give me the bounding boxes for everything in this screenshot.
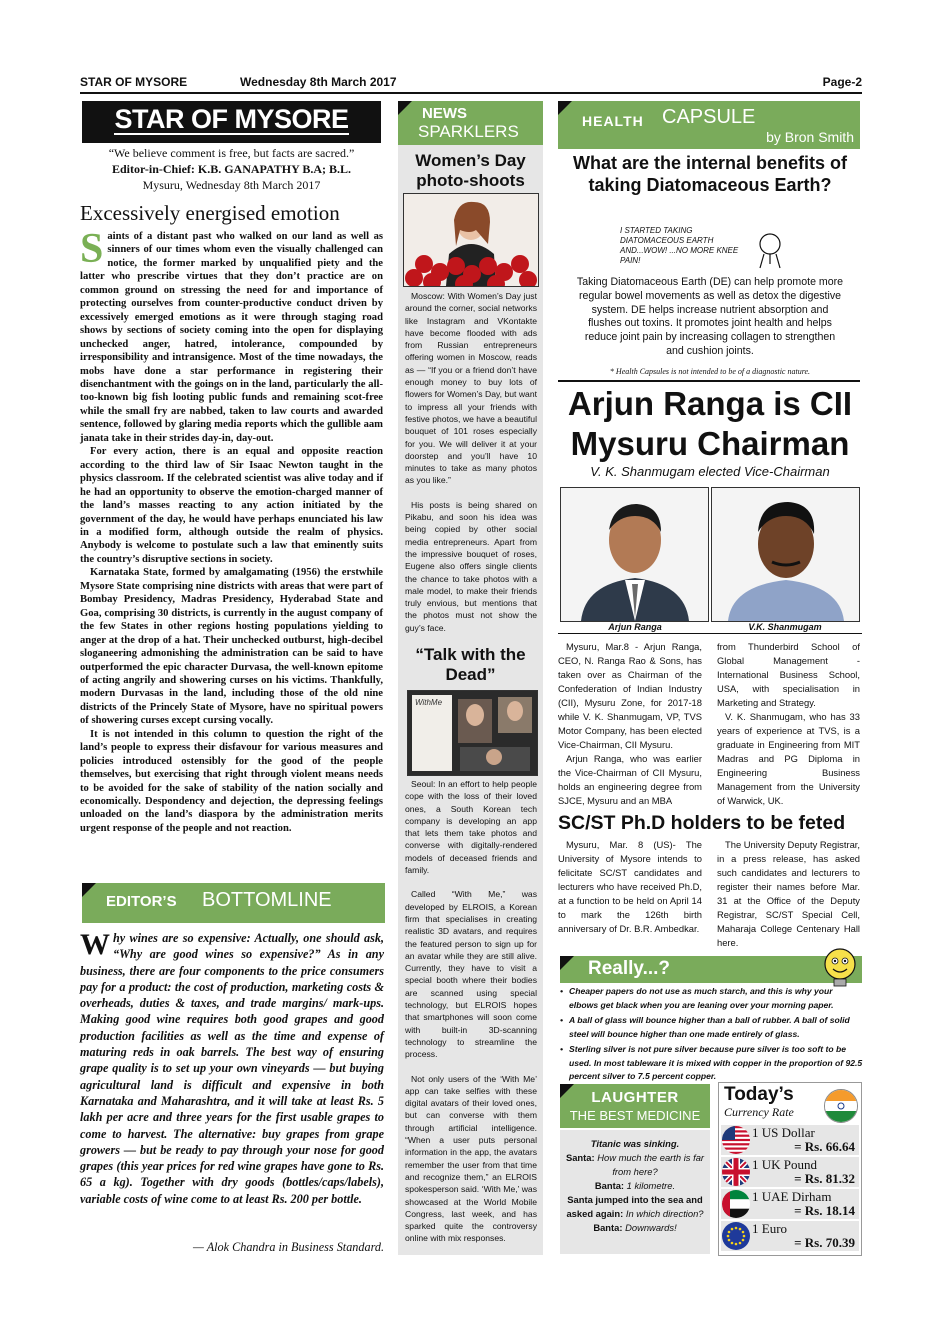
- arjun-photo-caption: Arjun Ranga: [608, 622, 662, 632]
- bulb-mascot-icon: [816, 944, 862, 990]
- currency-row-gbp: [721, 1157, 859, 1187]
- arjun-headline: Arjun Ranga is CII Mysuru Chairman: [567, 385, 853, 462]
- news-sparklers-title-top: NEWS: [422, 105, 467, 122]
- editorial-body: [80, 226, 383, 835]
- header-paper-name: STAR OF MYSORE: [80, 75, 188, 89]
- bottomline-dropcap: W: [80, 928, 110, 961]
- joke-line: 1 kilometre.: [626, 1180, 676, 1191]
- laughter-title-bottom: THE BEST MEDICINE: [569, 1108, 701, 1123]
- editorial-dropcap: S: [80, 226, 104, 272]
- arjun-ranga-photo: [560, 487, 709, 622]
- story-body-talk-with-dead: [405, 778, 537, 1257]
- india-flag-icon: [824, 1089, 858, 1123]
- joke-speaker: Banta:: [594, 1180, 625, 1191]
- laughter-header: [560, 1084, 710, 1128]
- header-date: Wednesday 8th March 2017: [240, 75, 397, 89]
- editorial-paragraph: aints of a distant past who walked on our land as well as sinners of our times whom even the visually challenged can notice, the former marked by unqualified piety and the latter who prescribe virtues that they don’t practice are on common ground on stressing the need for and importance of protecting ourselves from counter-productive conduct driven by excessively emerged emotions as it were through staging road shows by sections of society coming into the open for displaying unchecked anger, hatred, intolerance, compounded by irresponsibility and intransigence. Most of the time nowadays, the mobs have done a star performance in registering their disenchantment with the goings on in the land, particularly the all-too-known big fish looting public funds and remaining scot-free while the small fry are nabbed, taken to law courts and awarded sentence, followed by glaring media reports which the gullible aam janata take in their strides day-in, day-out.: [80, 231, 383, 444]
- story-paragraph: Called “With Me,” was developed by ELROIS, a Korean firm that specialises in creating realistic 3D avatars, and requires the featured person to sign up for an avatar while they are still alive. Currently, they have to visit a special booth where their bodies are scanned using special technology, but ELROIS hopes that smartphones will soon come with built-in 3D-scanning technology to streamline the process.: [405, 889, 537, 1060]
- story-paragraph: Seoul: In an effort to help people cope with the loss of their loved ones, a South Korean tech company is developing an app that lets them take photos and converse with digitally-rendered models of deceased friends and family.: [405, 779, 537, 876]
- scst-paragraph: The University Deputy Registrar, in a press release, has asked such candidates and lecturers to register their names before Mar. 31 at the Office of the Deputy Registrar, SC/ST Special Cell, Maharaja College Centenary Hall here.: [717, 839, 860, 948]
- really-title: Really...?: [588, 958, 671, 979]
- masthead-editor: Editor-in-Chief: K.B. GANAPATHY B.A; B.L.: [112, 162, 351, 176]
- health-question: What are the internal benefits of taking Diatomaceous Earth?: [572, 153, 848, 195]
- laughter-title-top: LAUGHTER: [591, 1089, 679, 1106]
- bottomline-body: [80, 930, 384, 1207]
- laughter-joke: [564, 1137, 706, 1235]
- masthead-motto: “We believe comment is free, but facts are sacred.”: [108, 146, 355, 160]
- vk-shanmugam-photo: [711, 487, 860, 622]
- bottomline-title-bold: EDITOR’S: [106, 893, 177, 910]
- currency-value: = Rs. 81.32: [794, 1171, 855, 1186]
- masthead-logo: [82, 101, 381, 143]
- health-capsule-header: [558, 101, 860, 149]
- scst-body-right: [717, 838, 860, 950]
- page-header: [80, 72, 862, 94]
- corner-triangle-icon: [82, 883, 96, 897]
- health-cartoon-text: I STARTED TAKING DIATOMACEOUS EARTH AND...WOW! ...NO MORE KNEE PAIN!: [620, 226, 739, 265]
- health-capsule-byline: by Bron Smith: [766, 129, 854, 145]
- with-me-app-photo: [407, 690, 538, 776]
- joke-line: How much the earth is far from here?: [597, 1152, 705, 1177]
- editorial-title: Excessively energised emotion: [80, 201, 340, 225]
- uae-flag-icon: [722, 1190, 750, 1218]
- eu-flag-icon: [722, 1222, 750, 1250]
- health-capsule-title-bold: HEALTH: [582, 113, 644, 129]
- news-sparklers-header: [398, 101, 543, 145]
- arjun-paragraph: V. K. Shanmugam, who has 33 years of experience at TVS, is a graduate in Engineering from MIT Madras and PG Diploma in Engineering Business Management from the University of Warwick, UK.: [717, 711, 860, 806]
- bottomline-header: [82, 883, 385, 923]
- list-item: • Cheaper papers do not use as much starch, and this is why your elbows get black when you are leaning over your morning paper.: [560, 985, 864, 1012]
- story-paragraph: Moscow: With Women’s Day just around the corner, social networks like Instagram and VKontakte have become flooded with ads from Russian entrepreneurs offering women in Moscow, reads as — “If you or a friend don’t have enough money to buy lots of flowers for Women’s Day, but want to impress all your friends with festive photos, we have a beautiful bouquet of 101 roses especially for you. We will deliver it at your doorstep and you’ll have 10 minutes to take as many photos as you like.”: [405, 291, 537, 486]
- currency-name: 1 UAE Dirham: [752, 1189, 832, 1204]
- masthead-dateline: Mysuru, Wednesday 8th March 2017: [142, 178, 321, 192]
- currency-value: = Rs. 18.14: [794, 1203, 855, 1218]
- arjun-body-right: [717, 640, 860, 808]
- story-paragraph: His posts is being shared on Pikabu, and soon his idea was being copied by other social media entrepreneurs. Apart from the impressive bouquet of roses, Eugene also offers single clients the chance to take photos with a male model, to make their friends truly envious, but mentions that the photos must not show the guy’s face.: [405, 499, 537, 633]
- joke-line: Titanic was sinking.: [590, 1138, 680, 1149]
- uk-flag-icon: [722, 1158, 750, 1186]
- news-sparklers-title-bottom: SPARKLERS: [418, 122, 519, 141]
- joke-speaker: Santa:: [565, 1152, 595, 1163]
- masthead-logo-text: STAR OF MYSORE: [114, 104, 349, 134]
- arjun-paragraph: from Thunderbird School of Global Management - International Business School, USA, with specialisation in Marketing and Strategy.: [717, 641, 860, 708]
- story-title-talk-with-dead: “Talk with the Dead”: [415, 645, 526, 684]
- currency-value: = Rs. 70.39: [794, 1235, 855, 1250]
- joke-line: In which direction?: [625, 1208, 704, 1219]
- arjun-paragraph: Arjun Ranga, who was earlier the Vice-Chairman of CII Mysuru, holds an engineering degree from SJCE, Mysuru and an MBA: [558, 753, 702, 806]
- health-disclaimer: * Health Capsules is not intended to be of a diagnostic nature.: [609, 367, 811, 376]
- story-title-womens-day: Women’s Day photo-shoots: [415, 151, 526, 190]
- list-item: • A ball of glass will bounce higher than a ball of rubber. A ball of solid steel will bounce higher than one made entirely of glass.: [560, 1014, 864, 1041]
- scst-headline: SC/ST Ph.D holders to be feted: [558, 812, 846, 834]
- health-body: Taking Diatomaceous Earth (DE) can help promote more regular bowel movements as well as detox the digestive system. DE helps increase nutrient absorption and flushes out toxins. It promotes joint health and helps reduce joint pain by increasing collagen to strengthen and cushion joints.: [576, 276, 844, 357]
- section-divider: [558, 380, 860, 382]
- editorial-paragraph: It is not intended in this column to question the right of the land’s people to express their disfavour for various measures and policies introduced ostensibly for the good of the people themselves, but exercising that right through violent means needs to be avoided for the sake of stability of the nation socially and economically. Despondency and dejection, the depressing feelings unloaded on the land’s diaspora by the administration merits urgent response of the people and not reaction.: [80, 728, 383, 834]
- currency-row-aed: [721, 1189, 859, 1219]
- currency-title: Today’s: [724, 1084, 794, 1105]
- list-item: • Sterling silver is not pure silver because pure silver is too soft to be used. In most tableware it is mixed with copper in the proportion of 92.5 percent silver to 7.5 percent copper.: [560, 1043, 864, 1084]
- corner-triangle-icon: [560, 956, 574, 970]
- joke-line: Downwards!: [625, 1222, 677, 1233]
- joke-speaker: Banta:: [593, 1222, 623, 1233]
- really-list: [560, 985, 864, 1086]
- bottomline-text: hy wines are so expensive: Actually, one should ask, “Why are good wines so expensive?” As in any business, there are four components to the price consumers pay for a product: the cost of production, marketing costs & overheads, duties & taxes, and trade margins/ mark-ups. Making good wine requires both good grapes and good production facilities as well as the time and expense of maturing reds in oak barrels. The best way of ensuring grape quality is to set up your own vineyards — but buying agricultural land is difficult and expensive in both Karnataka and Maharashtra, and it will take at least Rs. 5 lakh per acre and three years for the first usable grapes to come to harvest. The alternative: buy grapes from grape growers — but be ready to pay through your nose for good grapes (this year prices for red wine grapes have gone to Rs. 65 a kg). Together with dry goods (bottles/caps/labels), variable costs of wine come to at least Rs. 200 per bottle.: [80, 931, 384, 1206]
- editorial-paragraph: Karnataka State, formed by amalgamating (1956) the erstwhile Mysore State comprising nine districts with areas that were part of Bombay Presidency, Madras Presidency, Hyderabad State and Goa, comprising 30 districts, is currently in the august company of the few States in other regions hosting populations yielding to anger at the drop of a hat. Their unchecked outburst, high-decibel sloganeering admonishing the administration can be said to have outperformed the epic character Durvasa, the well-known epitome of acting angrily and showering curses on his victims. Thankfully, modern Durvasas in the land, including those of the old nine districts of the Princely State of Mysore, have no spiritual powers of showering curses except cursing vocally.: [80, 567, 383, 727]
- usa-flag-icon: [722, 1126, 750, 1154]
- with-me-app-logo: WithMe: [415, 698, 443, 707]
- shanmugam-photo-caption: V.K. Shanmugam: [748, 622, 822, 632]
- currency-value: = Rs. 66.64: [794, 1139, 855, 1154]
- scst-paragraph: Mysuru, Mar. 8 (US)- The University of Mysore intends to felicitate SC/ST candidates and lecturers who have received Ph.D, at a function to be held on April 14 to mark the 126th birth anniversary of Dr. B.R. Ambedkar.: [558, 839, 702, 934]
- currency-name: 1 US Dollar: [752, 1125, 815, 1140]
- story-body-womens-day: [405, 290, 537, 646]
- header-page-number: Page-2: [822, 75, 862, 89]
- bottomline-credit: — Alok Chandra in Business Standard.: [193, 1240, 384, 1254]
- currency-name: 1 UK Pound: [752, 1157, 818, 1172]
- health-cartoon: [620, 224, 790, 270]
- currency-name: 1 Euro: [752, 1221, 788, 1236]
- womens-day-photo: [403, 193, 539, 287]
- caption-divider: [558, 633, 862, 634]
- corner-triangle-icon: [398, 101, 412, 115]
- story-paragraph: Not only users of the ‘With Me’ app can take selfies with these digital avatars of their loved ones, but can converse with them through artificial intelligence. “When a user puts personal information in the app, the avatars remember the user from that time and recognize them,” an ELROIS spokesperson said. ‘With Me,’ was showcased at the World Mobile Congress, last week, and has sparked quite the controversy online with mix responses.: [405, 1073, 537, 1244]
- currency-row-eur: [721, 1221, 859, 1251]
- joke-line: Santa jumped into the sea and asked again:: [566, 1194, 703, 1219]
- corner-triangle-icon: [558, 101, 572, 115]
- arjun-subheadline: V. K. Shanmugam elected Vice-Chairman: [590, 464, 830, 479]
- currency-row-usd: [721, 1125, 859, 1155]
- scst-body-left: [558, 838, 702, 936]
- editorial-paragraph: For every action, there is an equal and opposite reaction according to the third law of Sir Isaac Newton taught in the physics classroom. If the celebrated scientist was alive today and if he had an opportunity to observe the emotion-charged manner of the land’s masses reacting to any action initiated by the government of the day, he would have perhaps enunciated his law in a modified form, although outside the realm of physics. Anybody is welcome to postulate such a law that eminently suits the country’s disruptive sections in society.: [80, 446, 383, 565]
- arjun-body-left: [558, 640, 702, 808]
- health-capsule-title-light: CAPSULE: [662, 106, 756, 128]
- arjun-paragraph: Mysuru, Mar.8 - Arjun Ranga, CEO, N. Ranga Rao & Sons, has taken over as Chairman of the Confederation of Indian Industry (CII), Mysuru Zone, for 2017-18 while V. K. Shanmugam, VP, TVS Motor Company, has been elected Vice-Chairman, CII Mysuru.: [558, 641, 702, 750]
- currency-subtitle: Currency Rate: [724, 1105, 794, 1119]
- bottomline-title-light: BOTTOMLINE: [202, 889, 332, 911]
